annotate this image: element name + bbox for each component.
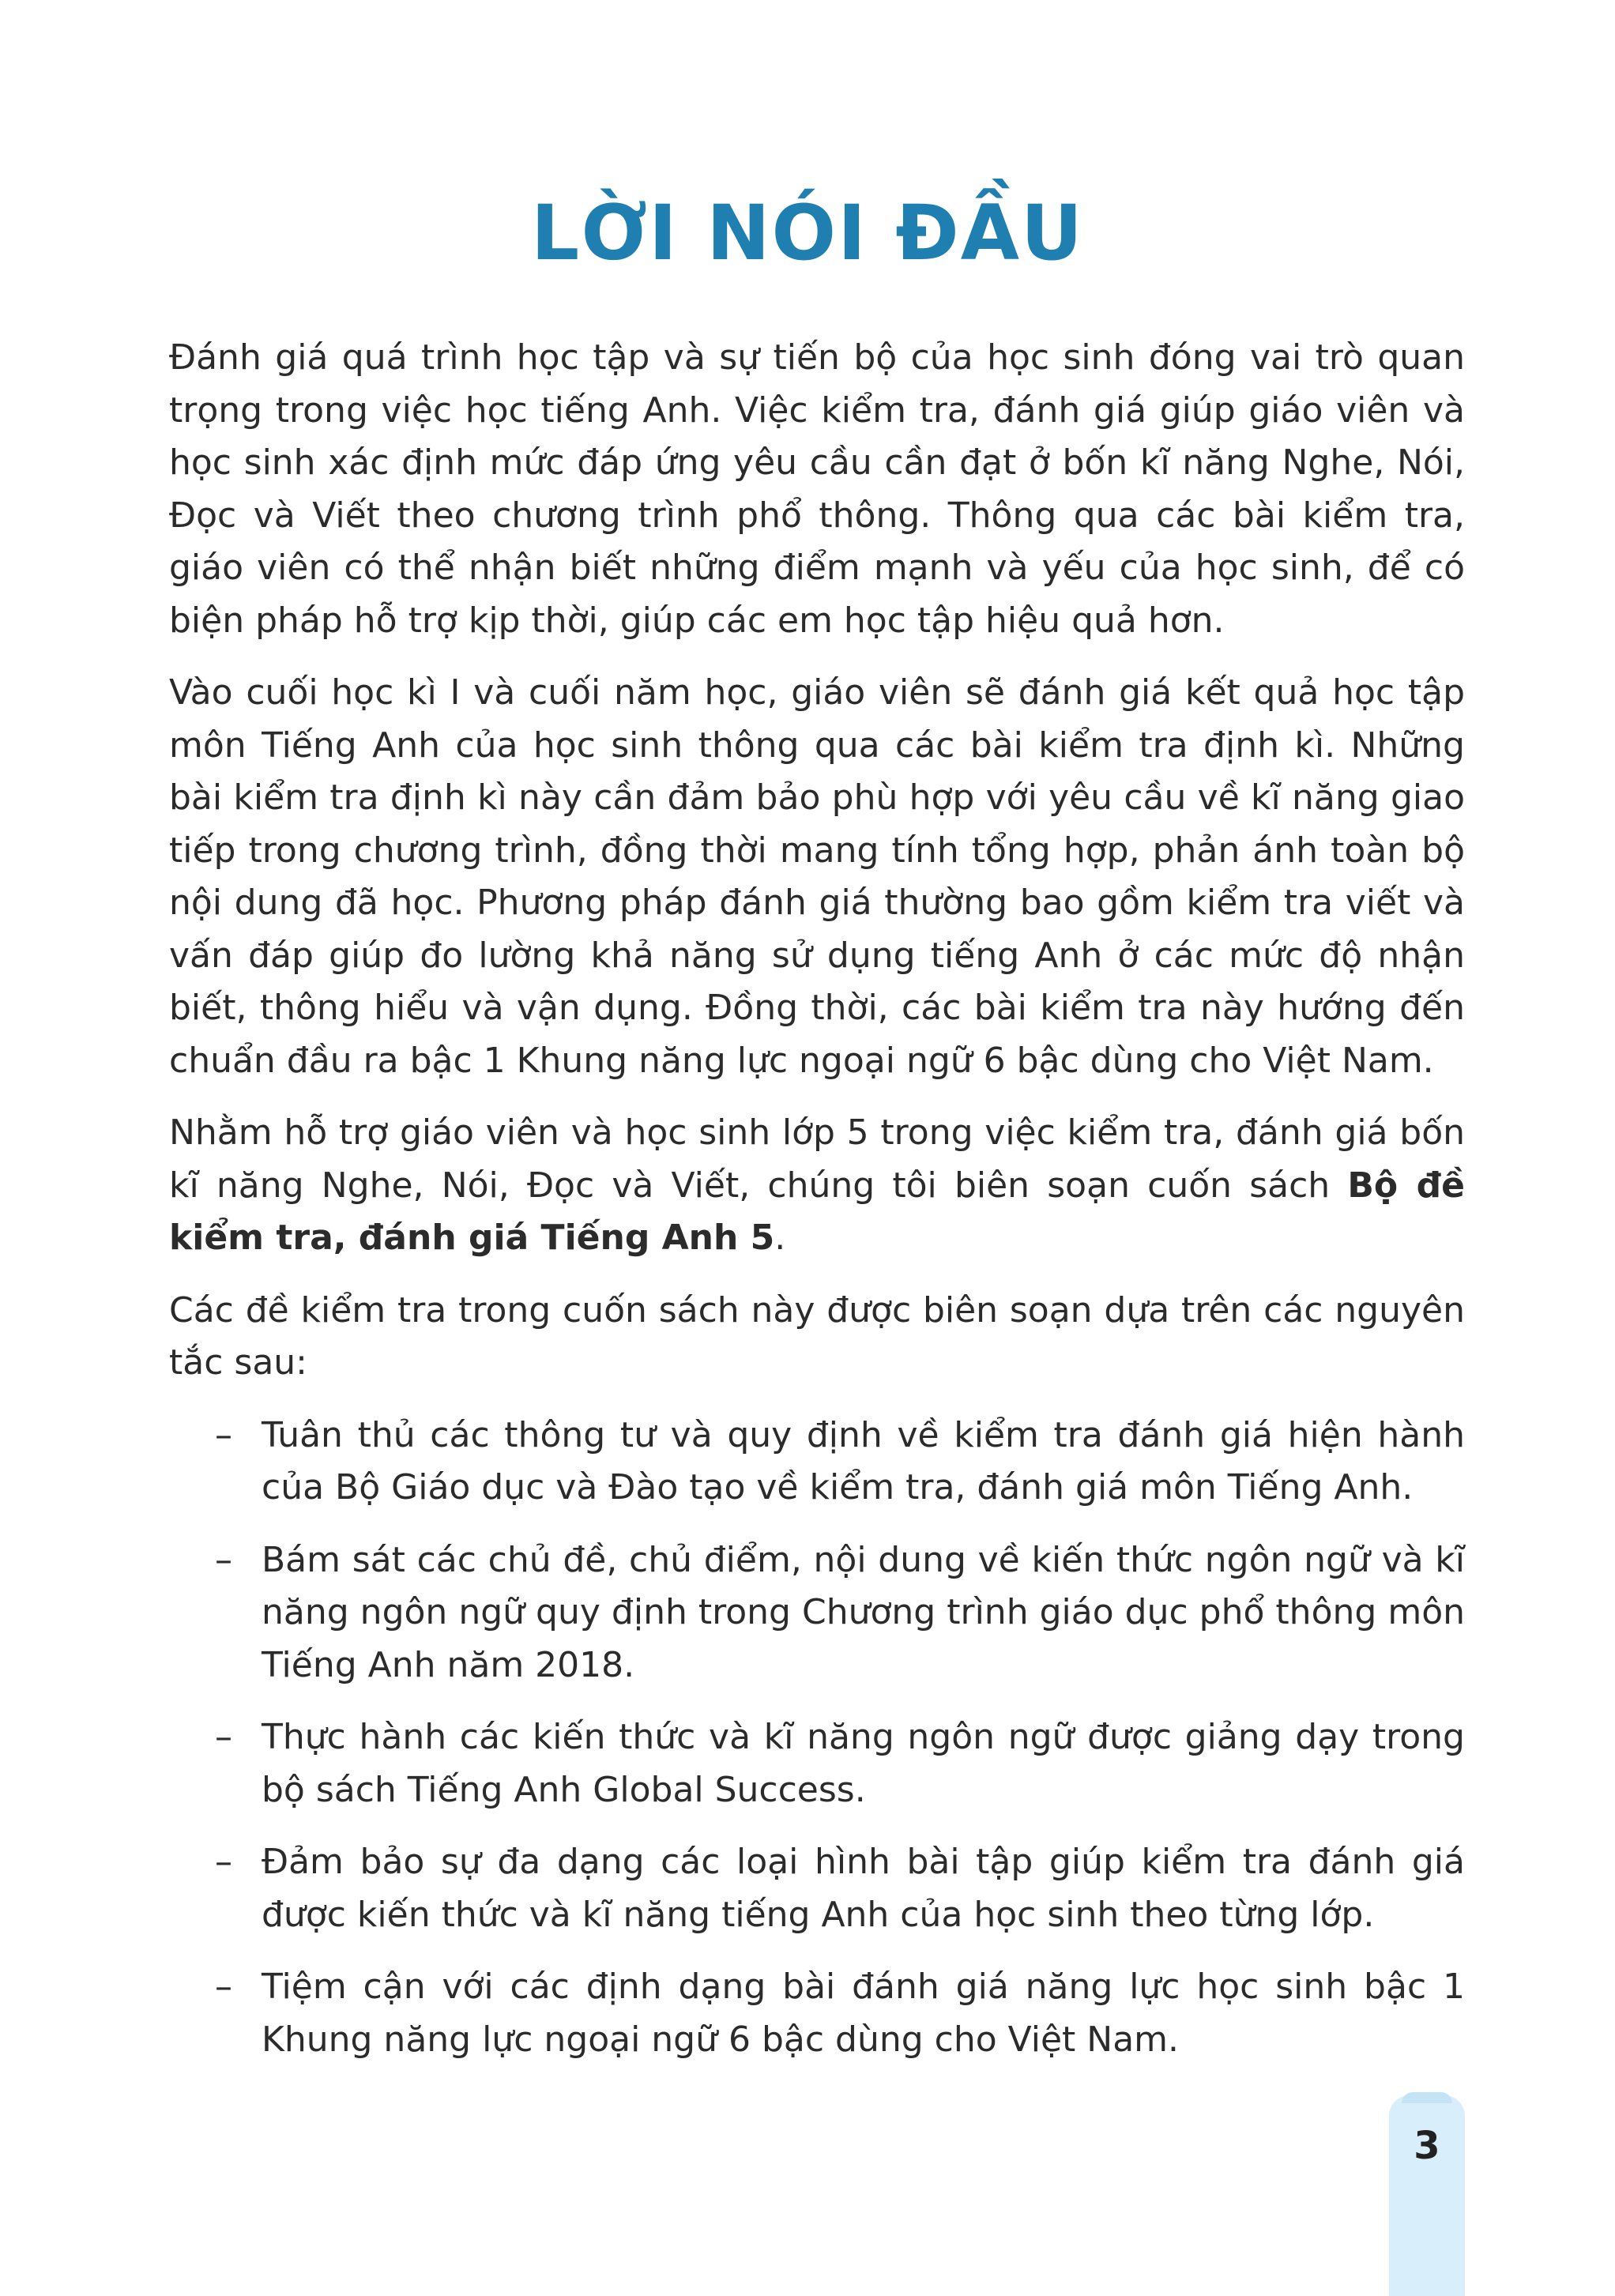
list-item [169, 1836, 1465, 1941]
list-item [169, 1711, 1465, 1816]
paragraph-3-lead: Nhằm hỗ trợ giáo viên và học sinh lớp 5 trong việc kiểm tra, đánh giá bốn kĩ năng Nghe, Nói, Đọc và Viết, chúng tôi biên soạn cuốn sách [169, 1112, 1465, 1206]
list-item-text: Đảm bảo sự đa dạng các loại hình bài tập giúp kiểm tra đánh giá được kiến thức và kĩ năng tiếng Anh của học sinh theo từng lớp. [262, 1842, 1465, 1935]
dash-icon: – [215, 1967, 232, 2007]
preface-body [169, 332, 1465, 2086]
dash-icon: – [215, 1717, 232, 1757]
paragraph-1: Đánh giá quá trình học tập và sự tiến bộ của học sinh đóng vai trò quan trọng trong việc học tiếng Anh. Việc kiểm tra, đánh giá giúp giáo viên và học sinh xác định mức đáp ứng yêu cầu cần đạt ở bốn kĩ năng Nghe, Nói, Đọc và Viết theo chương trình phổ thông. Thông qua các bài kiểm tra, giáo viên có thể nhận biết những điểm mạnh và yếu của học sinh, để có biện pháp hỗ trợ kịp thời, giúp các em học tập hiệu quả hơn. [169, 337, 1465, 641]
list-item-text: Tiệm cận với các định dạng bài đánh giá năng lực học sinh bậc 1 Khung năng lực ngoại ngữ 6 bậc dùng cho Việt Nam. [262, 1967, 1465, 2060]
list-item [169, 1534, 1465, 1692]
paragraph-3-end: . [774, 1218, 786, 1258]
principles-list [169, 1410, 1465, 2067]
list-item-text: Bám sát các chủ đề, chủ điểm, nội dung về kiến thức ngôn ngữ và kĩ năng ngôn ngữ quy định trong Chương trình giáo dục phổ thông môn Tiếng Anh năm 2018. [262, 1539, 1465, 1685]
page-number: 3 [1414, 2124, 1440, 2168]
paragraph-3 [169, 1107, 1465, 1265]
dash-icon: – [215, 1842, 232, 1882]
dash-icon: – [215, 1539, 232, 1580]
list-item-text: Thực hành các kiến thức và kĩ năng ngôn ngữ được giảng dạy trong bộ sách Tiếng Anh Global Success. [262, 1717, 1465, 1810]
dash-icon: – [215, 1414, 232, 1455]
list-item [169, 1961, 1465, 2066]
list-item-text: Tuân thủ các thông tư và quy định về kiểm tra đánh giá hiện hành của Bộ Giáo dục và Đào tạo về kiểm tra, đánh giá môn Tiếng Anh. [262, 1414, 1465, 1507]
paragraph-4: Các đề kiểm tra trong cuốn sách này được biên soạn dựa trên các nguyên tắc sau: [169, 1289, 1465, 1383]
paragraph-2: Vào cuối học kì I và cuối năm học, giáo viên sẽ đánh giá kết quả học tập môn Tiếng Anh của học sinh thông qua các bài kiểm tra định kì. Những bài kiểm tra định kì này cần đảm bảo phù hợp với yêu cầu về kĩ năng giao tiếp trong chương trình, đồng thời mang tính tổng hợp, phản ánh toàn bộ nội dung đã học. Phương pháp đánh giá thường bao gồm kiểm tra viết và vấn đáp giúp đo lường khả năng sử dụng tiếng Anh ở các mức độ nhận biết, thông hiểu và vận dụng. Đồng thời, các bài kiểm tra này hướng đến chuẩn đầu ra bậc 1 Khung năng lực ngoại ngữ 6 bậc dùng cho Việt Nam. [169, 672, 1465, 1081]
list-item [169, 1410, 1465, 1515]
page-number-tab [1389, 2095, 1465, 2296]
book-title: Bộ đề kiểm tra, đánh giá Tiếng Anh 5 [169, 1165, 1465, 1258]
page-title: LỜI NÓI ĐẦU [531, 189, 1084, 277]
